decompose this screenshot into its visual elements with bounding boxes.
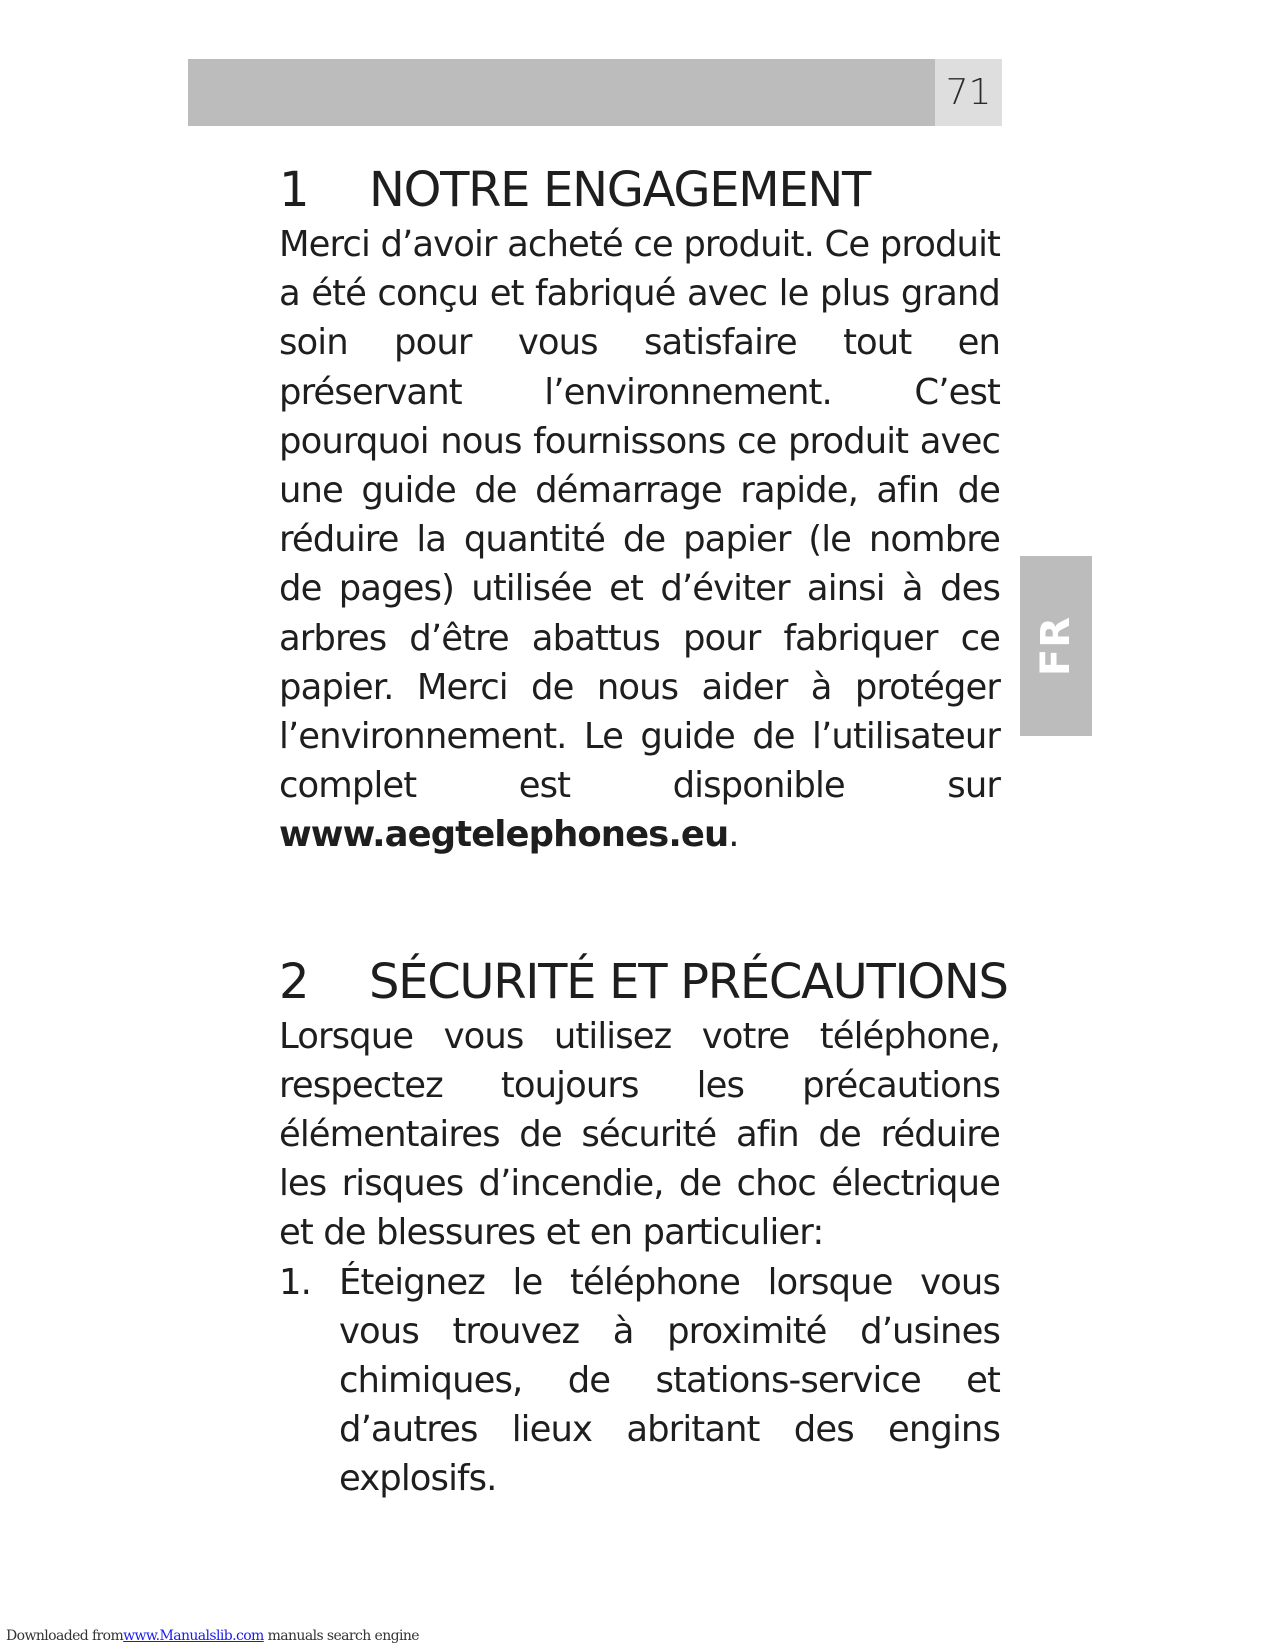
- download-footer: [6, 1628, 419, 1644]
- website-link: www.aegtelephones.eu: [279, 814, 729, 856]
- section-1-title-text: NOTRE ENGAGEMENT: [369, 162, 871, 218]
- section-2-title-text: SÉCURITÉ ET PRÉCAUTIONS: [369, 953, 1008, 1010]
- list-item: [279, 1258, 1000, 1504]
- language-tab: [1020, 556, 1092, 736]
- footer-suffix: manuals search engine: [263, 1628, 419, 1644]
- page-number-text: 71: [945, 72, 992, 113]
- list-item-marker: 1.: [279, 1261, 311, 1303]
- language-tab-label: FR: [1033, 615, 1079, 677]
- section-1-title: [279, 160, 1000, 220]
- section-2-intro: Lorsque vous utilisez votre téléphone, respectez toujours les précautions élémentaires de sécurité afin de réduire les risques d’incendie, de choc électrique et de blessures et en particulier:: [279, 1015, 1000, 1254]
- header-bar: [188, 59, 935, 126]
- section-1-body-text: Merci d’avoir acheté ce produit. Ce produit a été conçu et fabriqué avec le plus grand soin pour vous satisfaire tout en préservant l’environnement. C’est pourquoi nous fournissons ce produit avec une guide de démarrage rapide, afin de réduire la quantité de papier (le nombre de pages) utilisée et d’éviter ainsi à des arbres d’être abattus pour fabriquer ce papier. Merci de nous aider à protéger l’environnement. Le guide de l’utilisateur complet est disponible sur: [279, 224, 1000, 807]
- page-number: [935, 59, 1002, 126]
- list-item-text: Éteignez le téléphone lorsque vous vous trouvez à proximité d’usines chimiques, de stations-service et d’autres lieux abritant des engins explosifs.: [339, 1261, 1000, 1500]
- footer-prefix: Downloaded from: [6, 1628, 124, 1644]
- section-1-number: 1: [279, 162, 309, 218]
- page-content: [279, 160, 1008, 1504]
- manualslib-link[interactable]: www.Manualslib.com: [123, 1628, 264, 1644]
- section-1-end-punct: .: [728, 814, 739, 856]
- section-2-number: 2: [279, 953, 309, 1010]
- section-2-title: [279, 952, 1008, 1012]
- safety-list: [279, 1258, 1000, 1504]
- section-1-body: [279, 220, 1000, 860]
